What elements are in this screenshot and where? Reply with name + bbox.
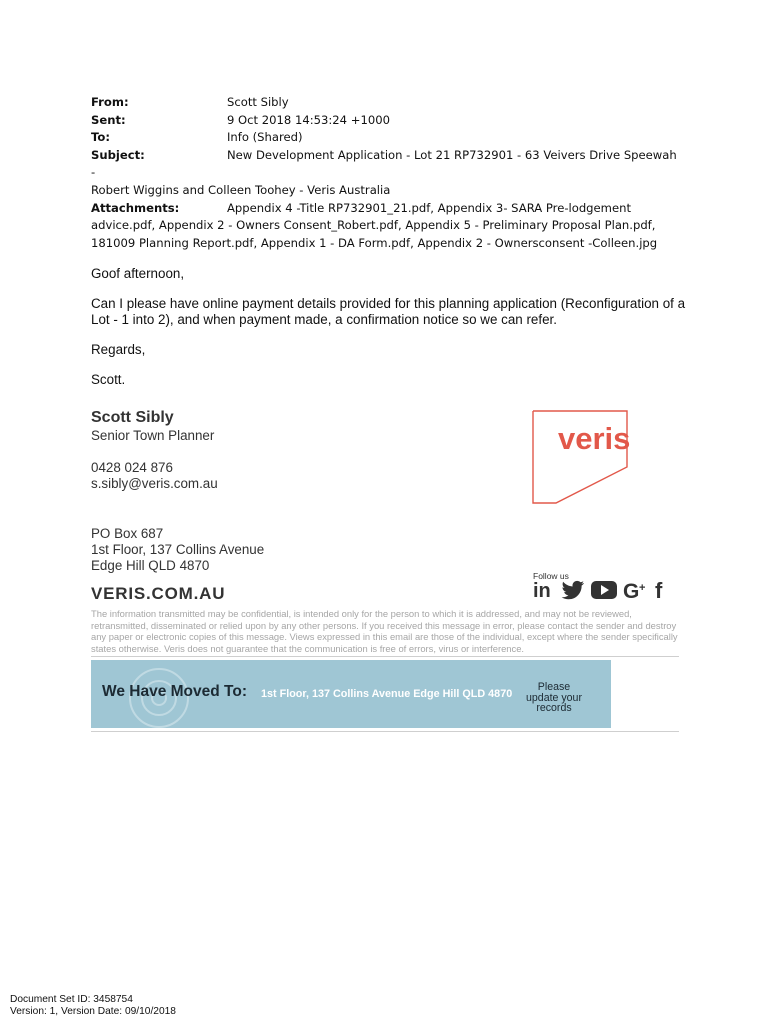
sign-off-name: Scott. bbox=[91, 372, 126, 387]
attachments-value-line2: advice.pdf, Appendix 2 - Owners Consent_Robert.pdf, Appendix 5 - Preliminary Proposal Plan.pdf, bbox=[91, 218, 656, 233]
attachments-row bbox=[91, 200, 681, 218]
subject-value-line1: New Development Application - Lot 21 RP732901 - 63 Veivers Drive Speewah - bbox=[91, 147, 677, 180]
website-link[interactable]: VERIS.COM.AU bbox=[91, 584, 226, 603]
legal-disclaimer: The information transmitted may be confidential, is intended only for the person to which it is addressed, and may not be reviewed, retransmitted, disseminated or relied upon by any other persons. If you received this message in error, please contact the sender and destroy any paper or electronic copies of this message. Views expressed in this email are those of the individual, except where the sender specifically states otherwise. Veris does not guarantee that the communication is free of errors, virus or interference. bbox=[91, 608, 678, 654]
sent-label: Sent: bbox=[91, 112, 126, 127]
sent-value: 9 Oct 2018 14:53:24 +1000 bbox=[227, 112, 390, 127]
attachments-label: Attachments: bbox=[91, 200, 180, 215]
banner-cta-line1: Please bbox=[537, 681, 571, 693]
svg-text:in: in bbox=[533, 580, 551, 600]
signature-title: Senior Town Planner bbox=[91, 428, 215, 443]
google-plus-icon[interactable] bbox=[623, 580, 649, 600]
divider-top bbox=[91, 656, 679, 657]
subject-value-line2: Robert Wiggins and Colleen Toohey - Veris Australia bbox=[91, 182, 391, 197]
veris-logo bbox=[530, 409, 630, 509]
svg-text:G: G bbox=[623, 580, 640, 600]
from-label: From: bbox=[91, 95, 129, 109]
attachments-value-line3: 181009 Planning Report.pdf, Appendix 1 - DA Form.pdf, Appendix 2 - Ownersconsent -Colleen.jpg bbox=[91, 235, 658, 250]
address-line: 1st Floor, 137 Collins Avenue bbox=[91, 542, 265, 557]
greeting: Goof afternoon, bbox=[91, 266, 185, 281]
divider-bottom bbox=[91, 731, 679, 732]
document-footer bbox=[10, 994, 176, 1019]
address-line: PO Box 687 bbox=[91, 526, 164, 541]
follow-us-label: Follow us bbox=[533, 571, 569, 581]
banner-cta bbox=[509, 682, 599, 714]
subject-label: Subject: bbox=[91, 147, 145, 162]
social-icons bbox=[533, 580, 667, 600]
moved-banner[interactable] bbox=[91, 660, 611, 728]
signature-name: Scott Sibly bbox=[91, 409, 174, 426]
subject-row bbox=[91, 147, 681, 182]
to-value: Info (Shared) bbox=[227, 130, 303, 145]
email-header bbox=[91, 94, 681, 252]
signature-email-link[interactable]: s.sibly@veris.com.au bbox=[91, 476, 218, 491]
linkedin-icon[interactable] bbox=[533, 580, 555, 600]
sent-row bbox=[91, 112, 681, 130]
document-version: Version: 1, Version Date: 09/10/2018 bbox=[10, 1006, 176, 1018]
svg-text:f: f bbox=[655, 580, 663, 600]
svg-text:+: + bbox=[639, 582, 646, 594]
request-paragraph: Can I please have online payment details provided for this planning application (Reconfiguration of a Lot - 1 into 2), and when payment made, a confirmation notice so we can refer. bbox=[91, 296, 686, 327]
to-label: To: bbox=[91, 130, 110, 145]
closing: Regards, bbox=[91, 342, 146, 357]
twitter-icon[interactable] bbox=[561, 580, 585, 600]
from-value: Scott Sibly bbox=[227, 95, 289, 109]
email-body bbox=[91, 266, 691, 402]
banner-address: 1st Floor, 137 Collins Avenue Edge Hill QLD 4870 bbox=[261, 688, 513, 700]
to-row bbox=[91, 129, 681, 147]
attachments-value-line1: Appendix 4 -Title RP732901_21.pdf, Appendix 3- SARA Pre-lodgement bbox=[227, 200, 631, 215]
banner-cta-line2: update your records bbox=[526, 691, 582, 715]
signature-block bbox=[91, 410, 218, 492]
banner-heading: We Have Moved To: bbox=[102, 683, 247, 700]
facebook-icon[interactable] bbox=[655, 580, 667, 600]
address-line: Edge Hill QLD 4870 bbox=[91, 558, 210, 573]
from-row bbox=[91, 94, 681, 112]
signature-phone: 0428 024 876 bbox=[91, 460, 173, 475]
signature-address bbox=[91, 526, 264, 574]
youtube-icon[interactable] bbox=[591, 580, 617, 600]
document-set-id: Document Set ID: 3458754 bbox=[10, 994, 133, 1005]
logo-text: veris bbox=[558, 421, 630, 456]
